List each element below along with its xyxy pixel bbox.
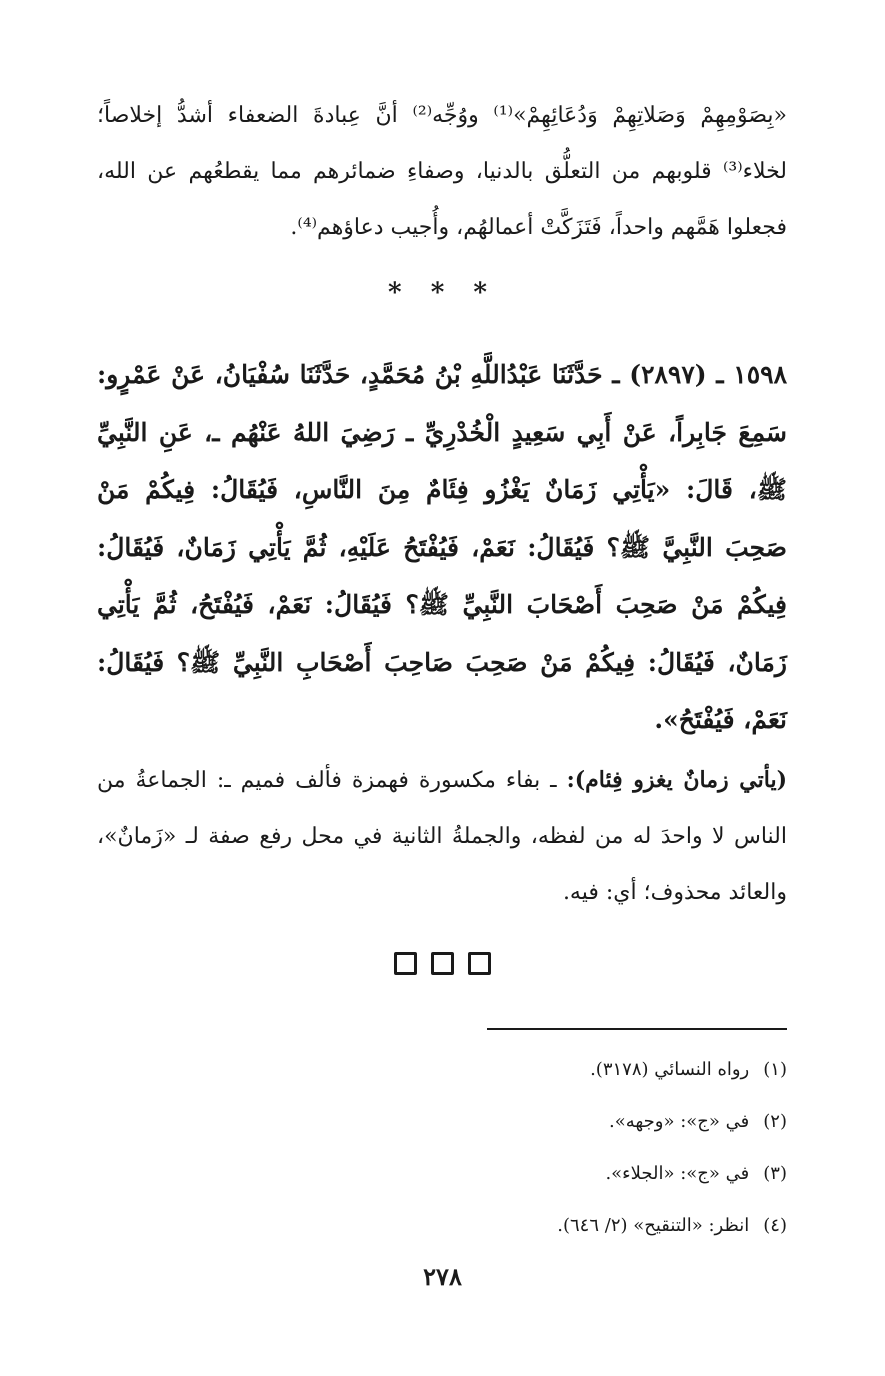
footnote-number: (٣) xyxy=(763,1163,787,1184)
intro-paragraph: «بِصَوْمِهِمْ وَصَلاتِهِمْ وَدُعَائِهِمْ»⁽¹⁾ ووُجِّه⁽²⁾ أنَّ عِبادةَ الضعفاء أشدُّ إخلاصاً؛ لخلاء⁽³⁾ قلوبهم من التعلُّق بالدنيا، وصفاءِ ضمائرهم مما يقطعُهم عن الله، فجعلوا هَمَّهم واحداً، فَتَزَكَّتْ أعمالهُم، وأُجيب دعاؤهم⁽⁴⁾. xyxy=(97,103,787,240)
footnote-text: انظر: «التنقيح» (٢/ ٦٤٦). xyxy=(557,1215,750,1236)
hadith-paragraph: ١٥٩٨ ـ (٢٨٩٧) ـ حَدَّثَنَا عَبْدُاللَّهِ بْنُ مُحَمَّدٍ، حَدَّثَنَا سُفْيَانُ، عَنْ عَمْرٍو: سَمِعَ جَابِراً، عَنْ أَبِي سَعِيدٍ الْخُدْرِيِّ ـ رَضِيَ اللهُ عَنْهُم ـ، عَنِ النَّبِيِّ ﷺ، قَالَ: «يَأْتِي زَمَانٌ يَغْزُو فِئَامٌ مِنَ النَّاسِ، فَيُقَالُ: فِيكُمْ مَنْ صَحِبَ النَّبِيَّ ﷺ؟ فَيُقَالُ: نَعَمْ، فَيُفْتَحُ عَلَيْهِ، ثُمَّ يَأْتِي زَمَانٌ، فَيُقَالُ: فِيكُمْ مَنْ صَحِبَ أَصْحَابَ النَّبِيِّ ﷺ؟ فَيُقَالُ: نَعَمْ، فَيُفْتَحُ، ثُمَّ يَأْتِي زَمَانٌ، فَيُقَالُ: فِيكُمْ مَنْ صَحِبَ صَاحِبَ أَصْحَابِ النَّبِيِّ ﷺ؟ فَيُقَالُ: نَعَمْ، فَيُفْتَحُ». xyxy=(97,360,787,734)
commentary-text: ـ بفاء مكسورة فهمزة فألف فميم ـ: الجماعةُ من الناس لا واحدَ له من لفظه، والجملةُ الثانية في محل رفع صفة لـ «زَمانٌ»، والعائد محذوف؛ أي: فيه. xyxy=(97,768,787,905)
commentary-paragraph xyxy=(97,752,787,921)
ornament-square-icon xyxy=(468,952,491,975)
section-separator-stars: * * * xyxy=(388,278,497,308)
footnote-number: (٤) xyxy=(763,1215,787,1236)
commentary-term: (يأتي زمانٌ يغزو فِئام): xyxy=(566,767,788,793)
footnote-text: رواه النسائي (٣١٧٨). xyxy=(590,1059,750,1080)
ornament-square-icon xyxy=(394,952,417,975)
footnote-number: (٢) xyxy=(763,1111,787,1132)
footnote-number: (١) xyxy=(763,1059,787,1080)
footnote-text: في «ج»: «وجهه». xyxy=(608,1111,750,1132)
page-number: ٢٧٨ xyxy=(423,1262,462,1291)
footnote-item xyxy=(97,1096,787,1148)
footnotes-list xyxy=(97,1044,787,1252)
footnote-text: في «ج»: «الجلاء». xyxy=(605,1163,750,1184)
ornament-square-icon xyxy=(431,952,454,975)
section-end-ornament xyxy=(0,952,885,979)
footnote-item xyxy=(97,1148,787,1200)
footnote-item xyxy=(97,1044,787,1096)
footnote-item xyxy=(97,1200,787,1252)
footnote-divider xyxy=(487,1028,787,1030)
